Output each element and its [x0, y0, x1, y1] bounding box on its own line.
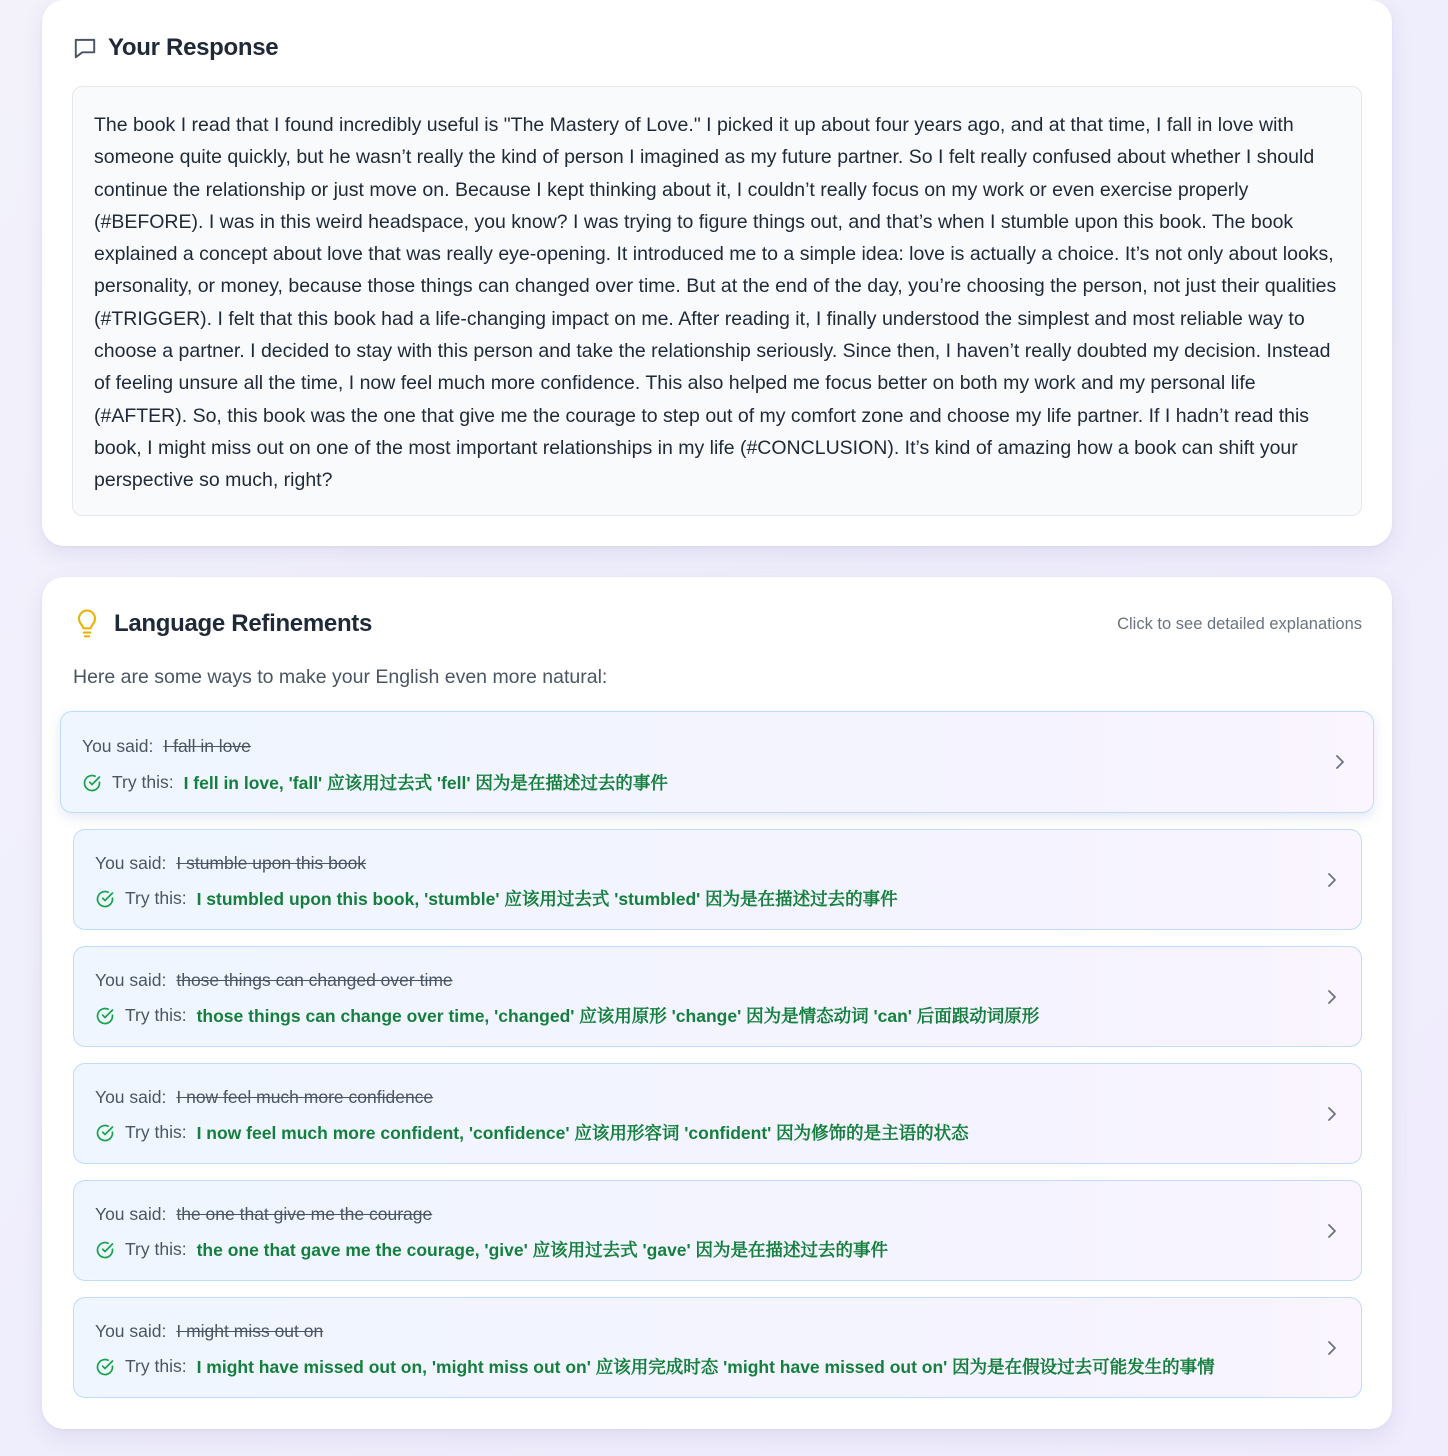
check-circle-icon	[95, 1357, 115, 1377]
refinement-item[interactable]	[73, 1180, 1362, 1281]
you-said-row	[95, 1087, 433, 1108]
check-circle-icon	[95, 1123, 115, 1143]
lightbulb-icon	[74, 609, 100, 639]
refinement-item[interactable]	[73, 1297, 1362, 1398]
refinement-item[interactable]	[73, 946, 1362, 1047]
you-said-label: You said:	[95, 1087, 167, 1107]
chat-bubble-icon	[72, 35, 98, 61]
original-text: I now feel much more confidence	[176, 1087, 434, 1107]
response-text: The book I read that I found incredibly useful is "The Mastery of Love." I picked it up about four years ago, and at that time, I fall in love with someone quite quickly, but he wasn’t really the kind of person I imagined as my future partner. So I felt really confused about whether I should continue the relationship or just move on. Because I kept thinking about it, I couldn’t really focus on my work or even exercise properly (#BEFORE). I was in this weird headspace, you know? I was trying to figure things out, and that’s when I stumble upon this book. The book explained a concept about love that was really eye-opening. It introduced me to a simple idea: love is actually a choice. It’s not only about looks, personality, or money, because those things can changed over time. But at the end of the day, you’re choosing the person, not just their qualities (#TRIGGER). I felt that this book had a life-changing impact on me. After reading it, I finally understood the simplest and most reliable way to choose a partner. I decided to stay with this person and take the relationship seriously. Since then, I haven’t really doubted my decision. Instead of feeling unsure all the time, I now feel much more confidence. This also helped me focus better on both my work and my personal life (#AFTER). So, this book was the one that give me the courage to step out of my comfort zone and choose my life partner. If I hadn’t read this book, I might miss out on one of the most important relationships in my life (#CONCLUSION). It’s kind of amazing how a book can shift your perspective so much, right?	[72, 86, 1362, 516]
refinements-intro: Here are some ways to make your English even more natural:	[73, 666, 608, 688]
chevron-right-icon	[1325, 870, 1339, 890]
try-this-label: Try this:	[112, 772, 174, 792]
you-said-row	[95, 1204, 432, 1225]
try-this-row	[95, 1003, 1039, 1028]
refinements-header	[74, 609, 372, 639]
check-circle-icon	[95, 1240, 115, 1260]
try-this-row	[82, 770, 668, 795]
response-card	[42, 0, 1392, 546]
suggestion-text: the one that gave me the courage, 'give' 应该用过去式 'gave' 因为是在描述过去的事件	[196, 1240, 889, 1260]
refinement-item[interactable]	[60, 711, 1374, 813]
try-this-row	[95, 1120, 969, 1145]
try-this-row	[95, 1354, 1215, 1379]
chevron-right-icon	[1325, 1338, 1339, 1358]
you-said-label: You said:	[95, 853, 167, 873]
refinements-title: Language Refinements	[114, 610, 373, 637]
try-this-label: Try this:	[125, 1005, 187, 1025]
you-said-label: You said:	[82, 736, 154, 756]
try-this-label: Try this:	[125, 1122, 187, 1142]
you-said-row	[82, 736, 251, 757]
chevron-right-icon	[1333, 752, 1347, 772]
response-title: Your Response	[108, 34, 279, 61]
suggestion-text: I now feel much more confident, 'confidence' 应该用形容词 'confident' 因为修饰的是主语的状态	[196, 1123, 969, 1143]
original-text: I stumble upon this book	[176, 853, 367, 873]
check-circle-icon	[95, 889, 115, 909]
try-this-row	[95, 1237, 888, 1262]
try-this-label: Try this:	[125, 888, 187, 908]
suggestion-text: I fell in love, 'fall' 应该用过去式 'fell' 因为是在描述过去的事件	[183, 773, 668, 793]
suggestion-text: those things can change over time, 'changed' 应该用原形 'change' 因为是情态动词 'can' 后面跟动词原形	[196, 1006, 1040, 1026]
you-said-row	[95, 1321, 323, 1342]
you-said-label: You said:	[95, 1204, 167, 1224]
try-this-row	[95, 886, 898, 911]
check-circle-icon	[82, 773, 102, 793]
original-text: the one that give me the courage	[176, 1204, 433, 1224]
check-circle-icon	[95, 1006, 115, 1026]
response-header	[72, 34, 278, 62]
refinement-item[interactable]	[73, 829, 1362, 930]
you-said-label: You said:	[95, 1321, 167, 1341]
try-this-label: Try this:	[125, 1239, 187, 1259]
original-text: I might miss out on	[176, 1321, 324, 1341]
chevron-right-icon	[1325, 1104, 1339, 1124]
you-said-row	[95, 853, 366, 874]
you-said-label: You said:	[95, 970, 167, 990]
refinements-card	[42, 577, 1392, 1429]
try-this-label: Try this:	[125, 1356, 187, 1376]
chevron-right-icon	[1325, 1221, 1339, 1241]
suggestion-text: I stumbled upon this book, 'stumble' 应该用过去式 'stumbled' 因为是在描述过去的事件	[196, 889, 898, 909]
you-said-row	[95, 970, 453, 991]
original-text: I fall in love	[163, 736, 251, 756]
suggestion-text: I might have missed out on, 'might miss out on' 应该用完成时态 'might have missed out on' 因为是在假设过去可能发生的事情	[196, 1357, 1215, 1377]
original-text: those things can changed over time	[176, 970, 453, 990]
chevron-right-icon	[1325, 987, 1339, 1007]
refinement-item[interactable]	[73, 1063, 1362, 1164]
refinements-hint: Click to see detailed explanations	[1117, 615, 1362, 633]
